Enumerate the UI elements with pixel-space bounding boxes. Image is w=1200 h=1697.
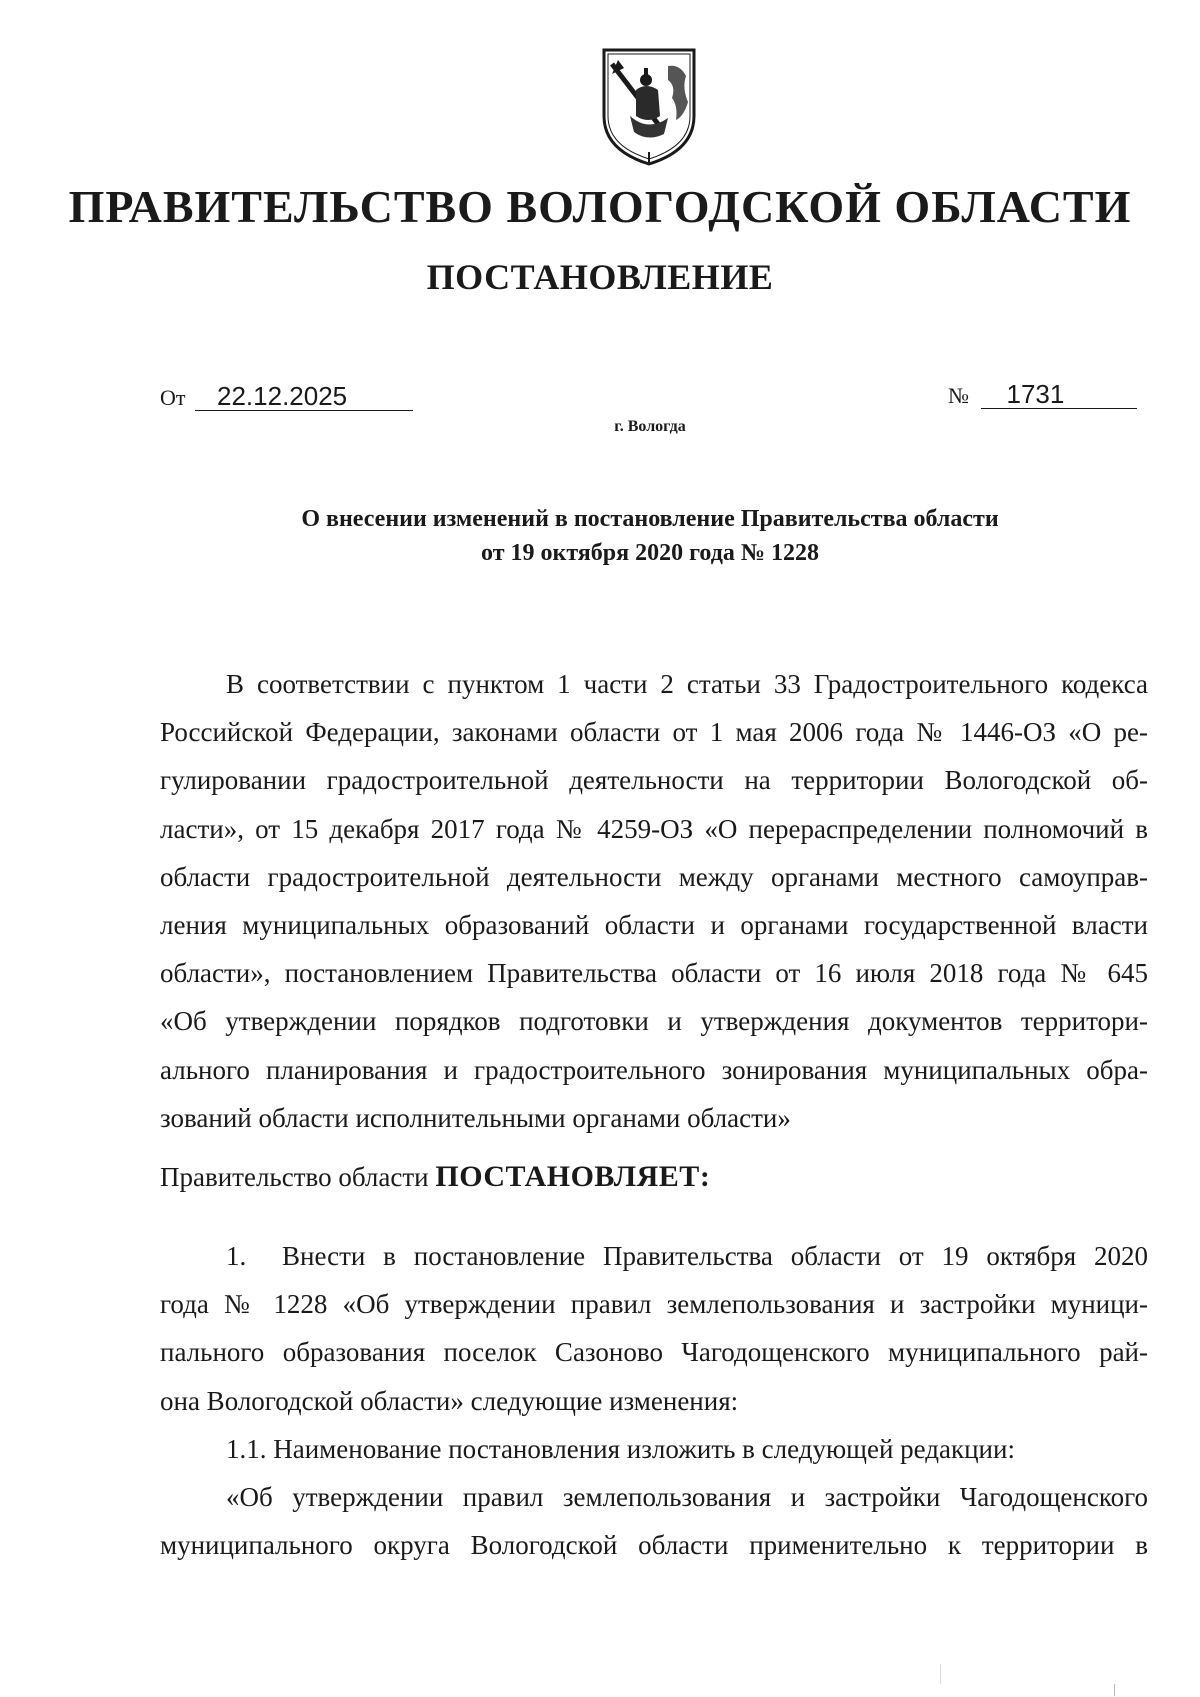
document-date: 22.12.2025: [195, 382, 413, 411]
preamble-line: области», постановлением Правительства области от 16 июля 2018 года № 645: [160, 958, 1148, 989]
decree-statement: [160, 1160, 710, 1194]
preamble-line: «Об утверждении порядков подготовки и утверждения документов территори-: [160, 1006, 1148, 1037]
preamble-line: гулировании градостроительной деятельности на территории Вологодской об-: [160, 765, 1148, 796]
decree-verb: ПОСТАНОВЛЯЕТ:: [435, 1160, 711, 1193]
date-prefix: От: [160, 385, 186, 410]
subject-line-1: О внесении изменений в постановление Правительства области: [301, 506, 999, 532]
item-1-line: Внести в постановление Правительства области от 19 октября 2020: [282, 1241, 1148, 1271]
government-title: ПРАВИТЕЛЬСТВО ВОЛОГОДСКОЙ ОБЛАСТИ: [68, 181, 1132, 232]
scan-artifact: [940, 1664, 941, 1684]
preamble-line: Российской Федерации, законами области от 1 мая 2006 года № 1446-ОЗ «О ре-: [160, 717, 1148, 748]
number-row: [948, 380, 1137, 409]
preamble-line: В соответствии с пунктом 1 части 2 статьи 33 Градостроительного кодекса: [226, 669, 1148, 699]
preamble-paragraph: [160, 660, 1148, 1142]
scan-artifact: [1114, 1684, 1115, 1696]
date-row: [160, 382, 413, 411]
new-title-line: «Об утверждении правил землепользования и застройки Чагодощенского: [226, 1482, 1148, 1513]
subject-line-2: от 19 октября 2020 года № 1228: [481, 540, 819, 566]
item-1-line: пального образования поселок Сазоново Чагодощенского муниципального рай-: [160, 1337, 1148, 1368]
item-1-line: года № 1228 «Об утверждении правил землепользования и застройки муници-: [160, 1289, 1148, 1320]
item-1-number: 1.: [226, 1241, 247, 1271]
item-1-1-text: 1.1. Наименование постановления изложить в следующей редакции:: [226, 1433, 1015, 1464]
preamble-line: зований области исполнительными органами области»: [160, 1102, 791, 1133]
city-label: г. Вологда: [614, 418, 686, 435]
preamble-line: области градостроительной деятельности между органами местного самоуправ-: [160, 861, 1148, 892]
item-1-paragraph: [160, 1232, 1148, 1569]
new-title-line: муниципального округа Вологодской области применительно к территории в: [160, 1530, 1148, 1561]
item-1-first-line: [160, 1232, 1148, 1280]
number-prefix: №: [948, 383, 969, 408]
coat-of-arms-icon: [598, 46, 700, 168]
decree-lead: Правительство области: [160, 1162, 429, 1192]
preamble-line: ального планирования и градостроительного зонирования муниципальных обра-: [160, 1054, 1148, 1085]
document-subject: [0, 502, 1200, 570]
document-type: ПОСТАНОВЛЕНИЕ: [426, 257, 774, 297]
preamble-line: ласти», от 15 декабря 2017 года № 4259-ОЗ «О перераспределении полномочий в: [160, 813, 1148, 844]
preamble-line: ления муниципальных образований области и органами государственной власти: [160, 910, 1148, 941]
item-1-line: она Вологодской области» следующие изменения:: [160, 1385, 739, 1416]
document-number: 1731: [981, 380, 1137, 409]
